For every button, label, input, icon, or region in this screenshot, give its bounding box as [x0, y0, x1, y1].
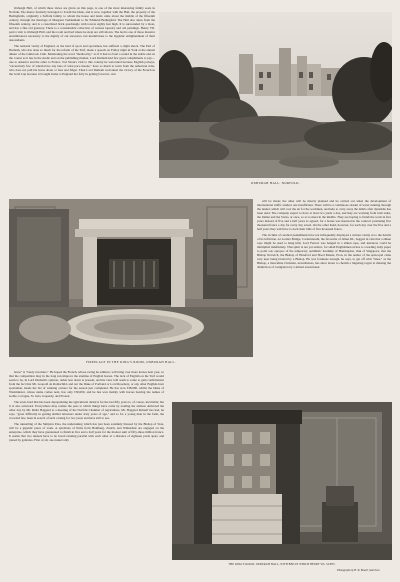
text-column-bottom-left — [9, 370, 164, 576]
kings-bed-photo — [172, 402, 392, 560]
photo-credit: Photographs by H. W. Bowell, Saint Ives. — [337, 569, 380, 572]
fireplace-caption: FIREPLACE IN THE KING'S ROOM, OXBURGH HALL. — [86, 360, 176, 364]
oxburgh-caption: OXBURGH HALL, NORFOLK. — [251, 181, 300, 185]
oxburgh-hall-photo — [159, 12, 392, 178]
text-column-mid-right — [257, 199, 391, 365]
paragraph: The national vanity of England, as the land of sport and sportsmen, has suffered a slight shock. The Earl of Durham, who has done so much for the reform of the Turf, made a speech on Friday night in York at the annual dinner of the Gimcrack Club. Mentioning the word "mediocrity," as if it had no fatal a sound in the stable and on the course as it has in the studio and on the publishing market, Lord Durham had few great compliments to pay—one to America and the other to France. Tod Sloan's visit to this country he welcomed because English jockeys, "excessively few of whom have any idea of what pace means," have so much to learn from the American rider, who does not pull his horse about or fuss and fidget. Then Lord Durham welcomed the victory of the French in the Gold Cup because it brought home to England her folly in getting forward—but — [9, 44, 155, 77]
bed-caption: THE KING'S ROOM, OXBURGH HALL, WITH BED IN WHICH HENRY VII. SLEPT. — [228, 563, 336, 566]
paragraph: The victims of cerebral punishment have not infrequently displayed a curious vanity as to the details of its infliction. At Louder Bridge, Cockermouth, the favourite of James III., begged in vain that a silken rope might be used to hang him; Lord Ferrers was hanged in a silken rope, and instances could be multiplied indefinitely. This spirit is not yet extinct, for small Englishmen writes to a leading daily paper to point out, apropos of the temporary optimistic hardship of Huntingdon, Oak of Singapore, that the Bishop Norwich, the Bishop of Hereford and Hood Master, Eton, in the author of the episcopal came very near being blotted by a Bishop. He was fortunate enough, he says, to get off with "lines," as the Bishop, a masculine Christian, nevertheless, has since about to cherish a lingering regret at missing the distinction of castigation by a mitred executioner. — [257, 232, 391, 270]
paragraph: will be made; the other will be merely planned and be carried out when the development of international traffic renders one insufficient. There will be a continuous stream of water running through the tunnel, which will cool the air for the workmen, and help to carry away the débris after dynamite has been used. The company expect to have at least two yards a day, and they are working from both sides, the Italian and the Swiss, at once, so as to meet in the middle. They are hoping to finish the work in five years instead of five and a half years as agreed, for a bonus was inserted in the contract promising five thousand francs a day for every day saved. On the other hand, however, for each day over the five and a half years they will have to dock their bills of five thousand francs. — [257, 199, 391, 232]
paragraph: Oxburgh Hall, of which three views are given on this page, is one of the most interesting family seats in Norfolk. The manor formerly belonged to Tosdit the Dane, and is now, together with the Hall, the property of the Bedingfelds, originally a Suffolk family, to whom the house and lands came about the middle of the fifteenth century, through the marriage of Margaret Tuddenham to Sir Edmund Bedingfeld. The Hall also dates from the fifteenth century, and is a castellated brick quadrangle with towers eighty feet high. It is surrounded by a moat, and has a fine old gateway. There is a considerable collection of curious tapestry and old paintings. Henry VII. paid a visit to Oxburgh Hall, and the room and bed where he slept are still shown. The bed is one of those massive encumbrances necessary to the dignity of our ancestors, but insalubrious to the hygienic enlightenment of their descendants. — [9, 6, 155, 43]
fireplace-photo — [9, 199, 253, 357]
paragraph: The town-bred that has been depopulating the agricultural districts for the last fifty years is, of course, inevitable; but it is also awkward. Everywhere may realize the pass to which things have come by reading the address delivered the other day by Mr. Rider Haggard at a meeting of the Norfolk Chamber of Agriculture. Mr. Haggard himself has had, he says, "great difficulty in getting skilled labourers under sixty years of age," and so for a young man in the farm, the crowded few, been in search of such a being for two years and have still to see. — [9, 399, 164, 421]
text-column-top-left — [9, 6, 155, 194]
paragraph: horse" is "lately run mare." He hoped the French, whose racing he admires, will bring over more horses next year, so that the competition may in the long run improve the stamina of English horses. The lack of English on the Turf would seem to be, in Lord Durham's opinion, rather less down at present, and his view will seem to some to gain confirmation from the fact that Mr. Leopold de Rothschild, and not the Duke of Portland or Lord Rosebery, or any other English-born sportsman, heads the list of winning owners for the season just completed. He has won £38,000, whilst the Duke of Westminster, whose name comes next, has only £30,000, and he has won mainly with horses bearing the names of Galtie, Cologne, St. Gris, Jeopardy, and Frozen. — [9, 370, 164, 399]
paragraph: The tunnelling of the Simplon Pass, the undertaking which has just been solemnly blessed by the Bishop of Sion, will be a gigantic piece of work. A syndicate of firms from Hamburg, Zurich, and Winterthur are engaged on the enterprise, which they have guaranteed to finish in five and a half years for the modest sum of fifty-three million francs. It seems that two tunnels have to be bored running parallel with each other at a distance of eighteen yards apart, and joined by galleries. First of all, one tunnel only — [9, 421, 164, 442]
